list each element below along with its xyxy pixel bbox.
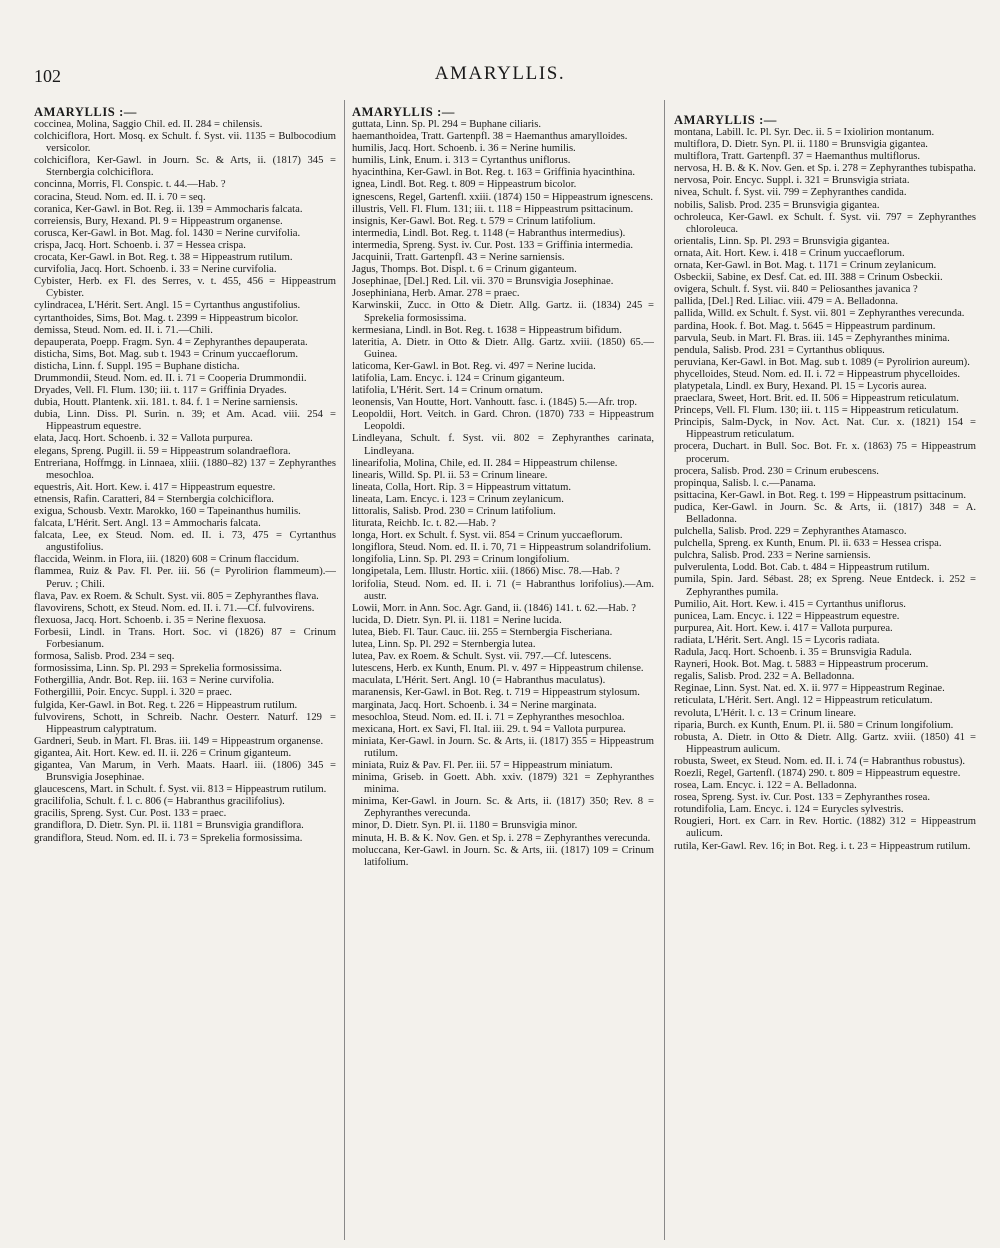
synonym-entry: gigantea, Van Marum, in Verh. Maats. Haarl. iii. (1806) 345 = Brunsvigia Josephinae.	[34, 759, 336, 784]
column-heading: AMARYLLIS :—	[34, 105, 137, 119]
synonym-entry: crocata, Ker-Gawl. in Bot. Reg. t. 38 = Hippeastrum rutilum.	[34, 252, 293, 264]
synonym-entry: multiflora, D. Dietr. Syn. Pl. ii. 1180 = Brunsvigia gigantea.	[674, 139, 928, 151]
synonym-entry: dubia, Linn. Diss. Pl. Surin. n. 39; et Am. Acad. viii. 254 = Hippeastrum equestre.	[34, 409, 336, 433]
synonym-entry: Rougieri, Hort. ex Carr. in Rev. Hortic. (1882) 312 = Hippeastrum aulicum.	[674, 816, 976, 840]
synonym-entry: pulchra, Salisb. Prod. 233 = Nerine sarniensis.	[674, 550, 871, 562]
column-1	[34, 100, 336, 1240]
synonym-entry: pulchella, Spreng. ex Kunth, Enum. Pl. ii. 633 = Hessea crispa.	[674, 538, 942, 550]
synonym-entry: demissa, Steud. Nom. ed. II. i. 71.—Chili.	[34, 324, 213, 336]
synonym-entry: marginata, Jacq. Hort. Schoenb. i. 34 = Nerine marginata.	[352, 699, 597, 711]
synonym-entry: phycelloides, Steud. Nom. ed. II. i. 72 = Hippeastrum phycelloides.	[674, 368, 961, 380]
synonym-entry: orientalis, Linn. Sp. Pl. 293 = Brunsvigia gigantea.	[674, 235, 890, 247]
running-head: AMARYLLIS.	[434, 63, 566, 84]
synonym-entry: radiata, L'Hérit. Sert. Angl. 15 = Lycoris radiata.	[674, 634, 880, 646]
synonym-entry: disticha, Linn. f. Suppl. 195 = Buphane disticha.	[34, 360, 240, 372]
column-divider	[664, 100, 665, 1240]
synonym-entry: Roezli, Regel, Gartenfl. (1874) 290. t. 809 = Hippeastrum equestre.	[674, 767, 961, 779]
synonym-entry: moluccana, Ker-Gawl. in Journ. Sc. & Arts, iii. (1817) 109 = Crinum latifolium.	[352, 844, 654, 868]
synonym-entry: multiflora, Tratt. Gartenpfl. 37 = Haemanthus multiflorus.	[674, 151, 921, 163]
synonym-entry: haemanthoidea, Tratt. Gartenpfl. 38 = Haemanthus amarylloides.	[352, 131, 628, 143]
synonym-entry: punicea, Lam. Encyc. i. 122 = Hippeastrum equestre.	[674, 610, 900, 622]
synonym-entry: leonensis, Van Houtte, Hort. Vanhoutt. fasc. i. (1845) 5.—Afr. trop.	[352, 397, 638, 409]
synonym-entry: ignea, Lindl. Bot. Reg. t. 809 = Hippeastrum bicolor.	[352, 179, 577, 191]
synonym-entry: propinqua, Salisb. l. c.—Panama.	[674, 477, 816, 489]
column-heading: AMARYLLIS :—	[352, 105, 455, 119]
synonym-entry: miniata, Ker-Gawl. in Journ. Sc. & Arts, ii. (1817) 355 = Hippeastrum rutilum.	[352, 735, 654, 759]
synonym-entry: robusta, A. Dietr. in Otto & Dietr. Allg. Gartz. xviii. (1850) 41 = Hippeastrum aulicum.	[674, 731, 976, 755]
synonym-entry: insignis, Ker-Gawl. Bot. Reg. t. 579 = Crinum latifolium.	[352, 215, 596, 227]
synonym-entry: liturata, Reichb. Ic. t. 82.—Hab. ?	[352, 518, 496, 530]
column-heading: AMARYLLIS :—	[674, 113, 777, 127]
synonym-entry: parvula, Seub. in Mart. Fl. Bras. iii. 145 = Zephyranthes minima.	[674, 332, 950, 344]
synonym-entry: nervosa, H. B. & K. Nov. Gen. et Sp. i. 278 = Zephyranthes tubispatha.	[674, 163, 976, 175]
synonym-entry: lucida, D. Dietr. Syn. Pl. ii. 1181 = Nerine lucida.	[352, 614, 562, 626]
synonym-entry: ornata, Ker-Gawl. in Bot. Mag. t. 1171 = Crinum zeylanicum.	[674, 260, 937, 272]
synonym-entry: flaccida, Weinm. in Flora, iii. (1820) 608 = Crinum flaccidum.	[34, 554, 300, 566]
synonym-entry: gigantea, Ait. Hort. Kew. ed. II. ii. 226 = Crinum giganteum.	[34, 747, 292, 759]
synonym-entry: crispa, Jacq. Hort. Schoenb. i. 37 = Hessea crispa.	[34, 239, 246, 251]
synonym-entry: fulvovirens, Schott, in Schreib. Nachr. Oesterr. Naturf. 129 = Hippeastrum calyptratum.	[34, 711, 336, 735]
synonym-entry: linearis, Willd. Sp. Pl. ii. 53 = Crinum lineare.	[352, 469, 548, 481]
synonym-entry: Forbesii, Lindl. in Trans. Hort. Soc. vi (1826) 87 = Crinum Forbesianum.	[34, 626, 336, 651]
synonym-entry: gracilifolia, Schult. f. l. c. 806 (= Habranthus gracilifolius).	[34, 796, 285, 808]
synonym-entry: regalis, Salisb. Prod. 232 = A. Belladonna.	[674, 671, 855, 683]
synonym-entry: grandiflora, D. Dietr. Syn. Pl. ii. 1181 = Brunsvigia grandiflora.	[34, 820, 304, 832]
synonym-entry: cyrtanthoides, Sims, Bot. Mag. t. 2399 = Hippeastrum bicolor.	[34, 312, 299, 324]
synonym-entry: formosissima, Linn. Sp. Pl. 293 = Sprekelia formosissima.	[34, 663, 282, 675]
synonym-entry: lineata, Colla, Hort. Rip. 3 = Hippeastrum vittatum.	[352, 481, 571, 493]
synonym-entry: falcata, L'Hérit. Sert. Angl. 13 = Ammocharis falcata.	[34, 518, 261, 530]
synonym-entry: fulgida, Ker-Gawl. in Bot. Reg. t. 226 = Hippeastrum rutilum.	[34, 699, 298, 711]
synonym-entry: Gardneri, Seub. in Mart. Fl. Bras. iii. 149 = Hippeastrum organense.	[34, 735, 324, 747]
synonym-entry: coracina, Steud. Nom. ed. II. i. 70 = seq.	[34, 191, 206, 203]
synonym-entry: Princeps, Vell. Fl. Flum. 130; iii. t. 115 = Hippeastrum reticulatum.	[674, 405, 959, 417]
synonym-entry: ovigera, Schult. f. Syst. vii. 840 = Peliosanthes javanica ?	[674, 284, 918, 296]
synonym-entry: laticoma, Ker-Gawl. in Bot. Reg. vi. 497 = Nerine lucida.	[352, 360, 596, 372]
synonym-entry: colchiciflora, Ker-Gawl. in Journ. Sc. & Arts, ii. (1817) 345 = Sternbergia colchiciflora.	[34, 155, 336, 179]
synonym-entry: disticha, Sims, Bot. Mag. sub t. 1943 = Crinum yuccaeflorum.	[34, 348, 299, 360]
synonym-entry: maculata, L'Hérit. Sert. Angl. 10 (= Habranthus maculatus).	[352, 675, 606, 687]
synonym-entry: humilis, Link, Enum. i. 313 = Cyrtanthus uniflorus.	[352, 155, 571, 167]
synonym-entry: elegans, Spreng. Pugill. ii. 59 = Hippeastrum solandraeflora.	[34, 445, 291, 457]
synonym-entry: formosa, Salisb. Prod. 234 = seq.	[34, 651, 175, 663]
synonym-entry: montana, Labill. Ic. Pl. Syr. Dec. ii. 5 = Ixiolirion montanum.	[674, 127, 935, 138]
synonym-entry: rosea, Lam. Encyc. i. 122 = A. Belladonna.	[674, 780, 857, 792]
synonym-entry: pulverulenta, Lodd. Bot. Cab. t. 484 = Hippeastrum rutilum.	[674, 562, 930, 574]
synonym-entry: Radula, Jacq. Hort. Schoenb. i. 35 = Brunsvigia Radula.	[674, 647, 912, 659]
synonym-entry: ignescens, Regel, Gartenfl. xxiii. (1874) 150 = Hippeastrum ignescens.	[352, 191, 654, 203]
synonym-entry: Cybister, Herb. ex Fl. des Serres, v. t. 455, 456 = Hippeastrum Cybister.	[34, 276, 336, 300]
column-divider	[344, 100, 345, 1240]
synonym-entry: ochroleuca, Ker-Gawl. ex Schult. f. Syst. vii. 797 = Zephyranthes chloroleuca.	[674, 211, 976, 235]
synonym-entry: latifolia, L'Hérit. Sert. 14 = Crinum ornatum.	[352, 385, 543, 397]
synonym-entry: riparia, Burch. ex Kunth, Enum. Pl. ii. 580 = Crinum longifolium.	[674, 719, 954, 731]
synonym-entry: lorifolia, Steud. Nom. ed. II. i. 71 (= Habranthus lorifolius).—Am. austr.	[352, 578, 654, 602]
synonym-entry: rosea, Spreng. Syst. iv. Cur. Post. 133 = Zephyranthes rosea.	[674, 792, 930, 804]
synonym-entry: concinna, Morris, Fl. Conspic. t. 44.—Hab. ?	[34, 179, 226, 191]
synonym-entry: colchiciflora, Hort. Mosq. ex Schult. f. Syst. vii. 1135 = Bulbocodium versicolor.	[34, 131, 336, 155]
synonym-entry: robusta, Sweet, ex Steud. Nom. ed. II. i. 74 (= Habranthus robustus).	[674, 755, 966, 767]
synonym-entry: miniata, Ruiz & Pav. Fl. Per. iii. 57 = Hippeastrum miniatum.	[352, 759, 613, 771]
synonym-entry: minuta, H. B. & K. Nov. Gen. et Sp. i. 278 = Zephyranthes verecunda.	[352, 832, 651, 844]
synonym-entry: Lindleyana, Schult. f. Syst. vii. 802 = Zephyranthes carinata, Lindleyana.	[352, 433, 654, 457]
synonym-entry: nobilis, Salisb. Prod. 235 = Brunsvigia gigantea.	[674, 199, 880, 211]
synonym-entry: longipetala, Lem. Illustr. Hortic. xiii. (1866) Misc. 78.—Hab. ?	[352, 566, 620, 578]
synonym-entry: maranensis, Ker-Gawl. in Bot. Reg. t. 719 = Hippeastrum stylosum.	[352, 687, 640, 699]
synonym-entry: longiflora, Steud. Nom. ed. II. i. 70, 71 = Hippeastrum solandrifolium.	[352, 542, 652, 554]
synonym-entry: Dryades, Vell. Fl. Flum. 130; iii. t. 117 = Griffinia Dryades.	[34, 385, 287, 397]
entry-list	[352, 119, 654, 869]
synonym-entry: hyacinthina, Ker-Gawl. in Bot. Reg. t. 163 = Griffinia hyacinthina.	[352, 167, 635, 179]
synonym-entry: intermedia, Spreng. Syst. iv. Cur. Post. 133 = Griffinia intermedia.	[352, 239, 634, 251]
synonym-entry: pumila, Spin. Jard. Sébast. 28; ex Spreng. Neue Entdeck. i. 252 = Zephyranthes pumila.	[674, 574, 976, 598]
synonym-entry: intermedia, Lindl. Bot. Reg. t. 1148 (= Habranthus intermedius).	[352, 227, 626, 239]
synonym-entry: corusca, Ker-Gawl. in Bot. Mag. fol. 1430 = Nerine curvifolia.	[34, 227, 301, 239]
synonym-entry: littoralis, Salisb. Prod. 230 = Crinum latifolium.	[352, 506, 556, 517]
synonym-entry: coranica, Ker-Gawl. in Bot. Reg. ii. 139 = Ammocharis falcata.	[34, 203, 303, 215]
synonym-entry: Josephinae, [Del.] Red. Lil. vii. 370 = Brunsvigia Josephinae.	[352, 276, 614, 288]
entry-list	[674, 127, 976, 853]
synonym-entry: Lowii, Morr. in Ann. Soc. Agr. Gand, ii. (1846) 141. t. 62.—Hab. ?	[352, 602, 636, 614]
synonym-entry: minima, Ker-Gawl. in Journ. Sc. & Arts, ii. (1817) 350; Rev. 8 = Zephyranthes verecunda.	[352, 796, 654, 820]
synonym-entry: grandiflora, Steud. Nom. ed. II. i. 73 = Sprekelia formosissima.	[34, 832, 303, 844]
synonym-entry: Rayneri, Hook. Bot. Mag. t. 5883 = Hippeastrum procerum.	[674, 659, 929, 671]
synonym-entry: linearifolia, Molina, Chile, ed. II. 284 = Hippeastrum chilense.	[352, 457, 618, 469]
synonym-entry: pallida, [Del.] Red. Liliac. viii. 479 = A. Belladonna.	[674, 296, 898, 308]
synonym-entry: glaucescens, Mart. in Schult. f. Syst. vii. 813 = Hippeastrum rutilum.	[34, 784, 327, 796]
synonym-entry: elata, Jacq. Hort. Schoenb. i. 32 = Vallota purpurea.	[34, 433, 253, 445]
synonym-entry: procera, Salisb. Prod. 230 = Crinum erubescens.	[674, 465, 879, 477]
synonym-entry: platypetala, Lindl. ex Bury, Hexand. Pl. 15 = Lycoris aurea.	[674, 380, 927, 392]
synonym-entry: kermesiana, Lindl. in Bot. Reg. t. 1638 = Hippeastrum bifidum.	[352, 324, 622, 336]
synonym-entry: humilis, Jacq. Hort. Schoenb. i. 36 = Nerine humilis.	[352, 143, 576, 155]
synonym-entry: Pumilio, Ait. Hort. Kew. i. 415 = Cyrtanthus uniflorus.	[674, 598, 906, 610]
synonym-entry: Leopoldii, Hort. Veitch. in Gard. Chron. (1870) 733 = Hippeastrum Leopoldi.	[352, 409, 654, 433]
synonym-entry: Karwinskii, Zucc. in Otto & Dietr. Allg. Gartz. ii. (1834) 245 = Sprekelia formosissima.	[352, 300, 654, 324]
synonym-entry: coccinea, Molina, Saggio Chil. ed. II. 284 = chilensis.	[34, 119, 263, 130]
synonym-entry: Jagus, Thomps. Bot. Displ. t. 6 = Crinum giganteum.	[352, 264, 577, 276]
synonym-entry: equestris, Ait. Hort. Kew. i. 417 = Hippeastrum equestre.	[34, 481, 276, 493]
synonym-entry: mexicana, Hort. ex Savi, Fl. Ital. iii. 29. t. 94 = Vallota purpurea.	[352, 723, 626, 735]
synonym-entry: purpurea, Ait. Hort. Kew. i. 417 = Vallota purpurea.	[674, 622, 893, 634]
columns	[34, 100, 982, 1240]
column-3	[674, 108, 976, 1248]
synonym-entry: lutea, Linn. Sp. Pl. 292 = Sternbergia lutea.	[352, 639, 536, 651]
page-number: 102	[34, 66, 61, 86]
synonym-entry: Fothergillii, Poir. Encyc. Suppl. i. 320 = praec.	[34, 687, 232, 699]
synonym-entry: pallida, Willd. ex Schult. f. Syst. vii. 801 = Zephyranthes verecunda.	[674, 308, 965, 320]
synonym-entry: procera, Duchart. in Bull. Soc. Bot. Fr. x. (1863) 75 = Hippeastrum procerum.	[674, 441, 976, 465]
synonym-entry: Osbeckii, Sabine, ex Desf. Cat. ed. III. 388 = Crinum Osbeckii.	[674, 272, 943, 284]
synonym-entry: pudica, Ker-Gawl. in Journ. Sc. & Arts, ii. (1817) 348 = A. Belladonna.	[674, 501, 976, 525]
synonym-entry: Fothergillia, Andr. Bot. Rep. iii. 163 = Nerine curvifolia.	[34, 675, 274, 687]
synonym-entry: flavovirens, Schott, ex Steud. Nom. ed. II. i. 71.—Cf. fulvovirens.	[34, 602, 315, 614]
synonym-entry: latifolia, Lam. Encyc. i. 124 = Crinum giganteum.	[352, 372, 565, 384]
synonym-entry: pendula, Salisb. Prod. 231 = Cyrtanthus obliquus.	[674, 344, 885, 356]
synonym-entry: peruviana, Ker-Gawl. in Bot. Mag. sub t. 1089 (= Pyrolirion aureum).	[674, 356, 970, 368]
column-2	[352, 100, 654, 1240]
synonym-entry: minor, D. Dietr. Syn. Pl. ii. 1180 = Brunsvigia minor.	[352, 820, 578, 832]
synonym-entry: psittacina, Ker-Gawl. in Bot. Reg. t. 199 = Hippeastrum psittacinum.	[674, 489, 967, 501]
synonym-entry: etnensis, Rafin. Caratteri, 84 = Sternbergia colchiciflora.	[34, 493, 274, 505]
synonym-entry: mesochloa, Steud. Nom. ed. II. i. 71 = Zephyranthes mesochloa.	[352, 711, 625, 723]
synonym-entry: cylindracea, L'Hérit. Sert. Angl. 15 = Cyrtanthus angustifolius.	[34, 300, 301, 312]
synonym-entry: illustris, Vell. Fl. Flum. 131; iii. t. 118 = Hippeastrum psittacinum.	[352, 203, 634, 215]
synonym-entry: flexuosa, Jacq. Hort. Schoenb. i. 35 = Nerine flexuosa.	[34, 614, 266, 626]
synonym-entry: longifolia, Linn. Sp. Pl. 293 = Crinum longifolium.	[352, 554, 570, 566]
synonym-entry: flammea, Ruiz & Pav. Fl. Per. iii. 56 (= Pyrolirion flammeum).—Peruv. ; Chili.	[34, 566, 336, 590]
synonym-entry: curvifolia, Jacq. Hort. Schoenb. i. 33 = Nerine curvifolia.	[34, 264, 277, 276]
synonym-entry: Reginae, Linn. Syst. Nat. ed. X. ii. 977 = Hippeastrum Reginae.	[674, 683, 945, 695]
synonym-entry: Drummondii, Steud. Nom. ed. II. i. 71 = Cooperia Drummondii.	[34, 372, 307, 384]
synonym-entry: exigua, Schousb. Vextr. Marokko, 160 = Tapeinanthus humilis.	[34, 506, 301, 517]
synonym-entry: Principis, Salm-Dyck, in Nov. Act. Nat. Cur. x. (1821) 154 = Hippeastrum reticulatum.	[674, 417, 976, 441]
synonym-entry: lutescens, Herb. ex Kunth, Enum. Pl. v. 497 = Hippeastrum chilense.	[352, 663, 644, 675]
synonym-entry: lateritia, A. Dietr. in Otto & Dietr. Allg. Gartz. xviii. (1850) 65.—Guinea.	[352, 336, 654, 360]
synonym-entry: ornata, Ait. Hort. Kew. i. 418 = Crinum yuccaeflorum.	[674, 247, 905, 259]
synonym-entry: flava, Pav. ex Roem. & Schult. Syst. vii. 805 = Zephyranthes flava.	[34, 590, 319, 602]
synonym-entry: Jacquinii, Tratt. Gartenpfl. 43 = Nerine sarniensis.	[352, 252, 565, 264]
synonym-entry: pardina, Hook. f. Bot. Mag. t. 5645 = Hippeastrum pardinum.	[674, 320, 936, 332]
synonym-entry: praeclara, Sweet, Hort. Brit. ed. II. 506 = Hippeastrum reticulatum.	[674, 393, 959, 405]
synonym-entry: Entreriana, Hoffmgg. in Linnaea, xliii. (1880–82) 137 = Zephyranthes mesochloa.	[34, 457, 336, 481]
synonym-entry: depauperata, Poepp. Fragm. Syn. 4 = Zephyranthes depauperata.	[34, 336, 308, 348]
synonym-entry: nervosa, Poir. Encyc. Suppl. i. 321 = Brunsvigia striata.	[674, 175, 910, 187]
synonym-entry: rotundifolia, Lam. Encyc. i. 124 = Eurycles sylvestris.	[674, 804, 904, 816]
synonym-entry: lutea, Bieb. Fl. Taur. Cauc. iii. 255 = Sternbergia Fischeriana.	[352, 626, 613, 638]
synonym-entry: guttata, Linn. Sp. Pl. 294 = Buphane ciliaris.	[352, 119, 541, 130]
synonym-entry: dubia, Houtt. Plantenk. xii. 181. t. 84. f. 1 = Nerine sarniensis.	[34, 397, 298, 409]
synonym-entry: nivea, Schult. f. Syst. vii. 799 = Zephyranthes candida.	[674, 187, 907, 199]
synonym-entry: reticulata, L'Hérit. Sert. Angl. 12 = Hippeastrum reticulatum.	[674, 695, 933, 707]
synonym-entry: lineata, Lam. Encyc. i. 123 = Crinum zeylanicum.	[352, 493, 564, 505]
synonym-entry: correiensis, Bury, Hexand. Pl. 9 = Hippeastrum organense.	[34, 215, 283, 227]
synonym-entry: pulchella, Salisb. Prod. 229 = Zephyranthes Atamasco.	[674, 526, 907, 538]
synonym-entry: gracilis, Spreng. Syst. Cur. Post. 133 = praec.	[34, 808, 227, 820]
synonym-entry: longa, Hort. ex Schult. f. Syst. vii. 854 = Crinum yuccaeflorum.	[352, 530, 623, 542]
synonym-entry: minima, Griseb. in Goett. Abh. xxiv. (1879) 321 = Zephyranthes minima.	[352, 772, 654, 796]
entry-list	[34, 119, 336, 845]
synonym-entry: Josephiniana, Herb. Amar. 278 = praec.	[352, 288, 520, 300]
synonym-entry: falcata, Lee, ex Steud. Nom. ed. II. i. 73, 475 = Cyrtanthus angustifolius.	[34, 530, 336, 554]
synonym-entry: rutila, Ker-Gawl. Rev. 16; in Bot. Reg. i. t. 23 = Hippeastrum rutilum.	[674, 840, 971, 852]
synonym-entry: lutea, Pav. ex Roem. & Schult. Syst. vii. 797.—Cf. lutescens.	[352, 651, 612, 663]
synonym-entry: revoluta, L'Hérit. l. c. 13 = Crinum lineare.	[674, 707, 857, 719]
